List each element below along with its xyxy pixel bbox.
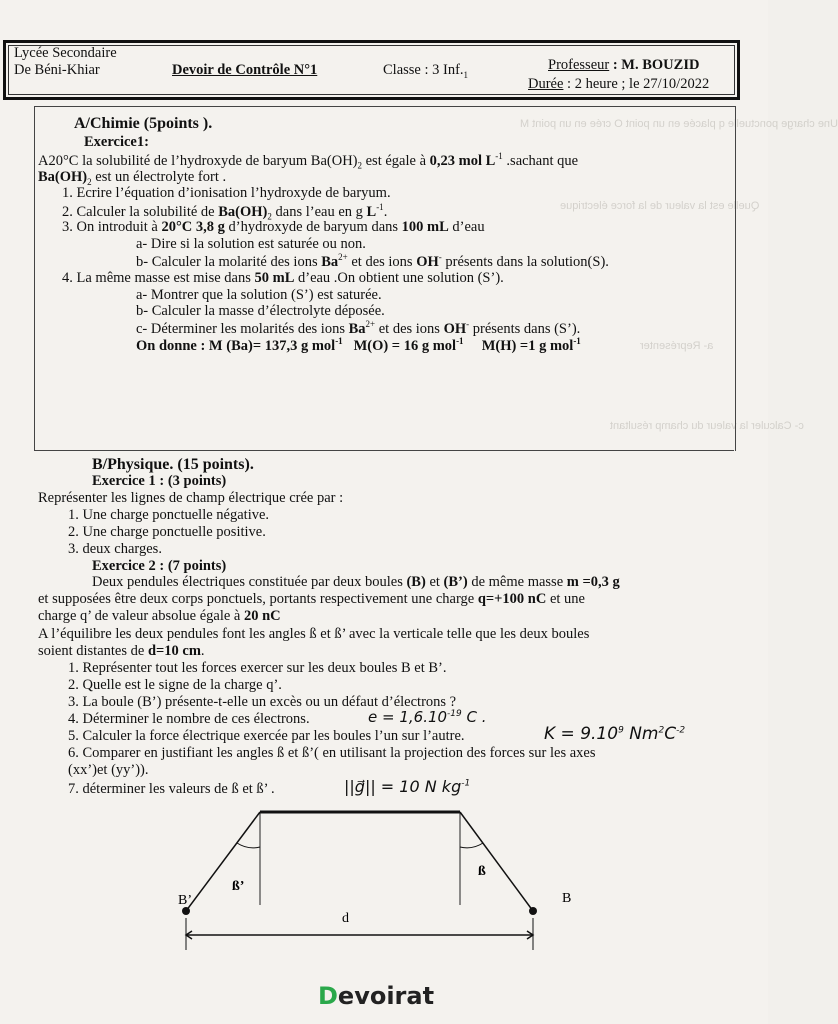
- physique-ex2-para-line4: A l’équilibre les deux pendules font les angles ß et ß’ avec la verticale telle que les deux boules: [38, 626, 590, 642]
- physique-ex2-question: 7. déterminer les valeurs de ß et ß’ .: [68, 781, 275, 797]
- chimie-question-4c: c- Déterminer les molarités des ions $Ba^{2+}$ et des ions OH- présents dans (S’).: [136, 319, 581, 337]
- label-b-prime: B’: [178, 893, 192, 908]
- chimie-intro-line1: A20°C la solubilité de l’hydroxyde de baryum $Ba(OH)_2$ est égale à 0,23 mol $L^{-1}$ .sachant que: [38, 151, 579, 171]
- bleed-through-text: Quelle est la valeur de la force électrique: [560, 200, 760, 212]
- handwritten-coulomb-constant: $K = 9.10^9$ $Nm^2C^{-2}$: [544, 724, 686, 744]
- chimie-title: A/Chimie (5points ).: [74, 115, 213, 132]
- chimie-question-4: 4. La même masse est mise dans 50 mL d’eau .On obtient une solution (S’).: [62, 270, 504, 286]
- physique-exercise-1-title: Exercice 1 : (3 points): [92, 473, 227, 489]
- bleed-through-text: Une charge ponctuelle q placée en un point O crée en un point M: [520, 118, 838, 130]
- exam-header: [3, 40, 740, 100]
- label-b: B: [562, 891, 572, 906]
- handwritten-gravity: ||g⃗|| = 10 N $kg^{-1}$: [344, 777, 471, 796]
- duration-info: Durée : 2 heure ; le 27/10/2022: [528, 76, 710, 92]
- physique-ex1-item: 2. Une charge ponctuelle positive.: [68, 524, 266, 540]
- chimie-question-3b: b- Calculer la molarité des ions $Ba^{2+}$ et des ions OH- présents dans la solution(S).: [136, 252, 609, 270]
- pendulum-diagram: [150, 800, 610, 960]
- physique-ex2-para-line1: Deux pendules électriques constituée par deux boules (B) et (B’) de même masse m =0,3 g: [92, 574, 620, 590]
- chimie-question-4b: b- Calculer la masse d’électrolyte déposée.: [136, 303, 385, 319]
- physique-ex2-question: 4. Déterminer le nombre de ces électrons.: [68, 711, 310, 727]
- chimie-exercise-title: Exercice1:: [84, 134, 149, 150]
- devoirat-logo: Devoirat: [318, 982, 435, 1010]
- bleed-through-text: c- Calculer la valeur du champ résultant: [610, 420, 804, 432]
- physique-ex2-question: 3. La boule (B’) présente-t-elle un excès ou un défaut d’électrons ?: [68, 694, 457, 710]
- chimie-given-data: On donne : M (Ba)= 137,3 g mol$^{-1}$ M(O) = 16 g mol$^{-1}$ M(H) =1 g mol$^{-1}$: [136, 336, 581, 354]
- physique-ex2-para-line3: charge q’ de valeur absolue égale à 20 nC: [38, 608, 281, 624]
- chimie-question-2: 2. Calculer la solubilité de $Ba(OH)_2$ dans l’eau en g $L^{-1}$.: [62, 202, 388, 222]
- physique-ex1-item: 1. Une charge ponctuelle négative.: [68, 507, 270, 523]
- exam-title: Devoir de Contrôle N°1: [172, 62, 318, 78]
- physique-ex2-question: 5. Calculer la force électrique exercée par les boules l’un sur l’autre.: [68, 728, 465, 744]
- chimie-question-4a: a- Montrer que la solution (S’) est saturée.: [136, 287, 382, 303]
- professor-info: Professeur : M. BOUZID: [548, 57, 700, 73]
- physique-ex1-item: 3. deux charges.: [68, 541, 162, 557]
- physique-ex2-question: 1. Représenter tout les forces exercer sur les deux boules B et B’.: [68, 660, 447, 676]
- section-divider: [34, 450, 734, 451]
- chimie-intro-line2: $Ba(OH)_2$ est un électrolyte fort .: [38, 169, 227, 187]
- physique-ex2-question: (xx’)et (yy’)).: [68, 762, 149, 778]
- label-beta-prime: ß’: [232, 879, 245, 894]
- physique-exercise-2-title: Exercice 2 : (7 points): [92, 558, 227, 574]
- physique-ex2-para-line5: soient distantes de d=10 cm.: [38, 643, 205, 659]
- ball-b-prime: [182, 907, 190, 915]
- chimie-question-3a: a- Dire si la solution est saturée ou non.: [136, 236, 366, 252]
- class-info: Classe : 3 $Inf._1$: [383, 62, 469, 80]
- label-d: d: [342, 911, 349, 926]
- thread-left: [186, 812, 260, 911]
- physique-ex2-question: 2. Quelle est le signe de la charge q’.: [68, 677, 282, 693]
- bleed-through-text: a- Représenter: [640, 340, 714, 352]
- physique-exercise-1-intro: Représenter les lignes de champ électrique crée par :: [38, 490, 344, 506]
- angle-arc-right: [460, 843, 483, 848]
- school-name: Lycée Secondaire: [14, 45, 117, 61]
- handwritten-electron-charge: $e = 1,6.10^{-19}$ C .: [368, 708, 487, 726]
- label-beta: ß: [478, 864, 486, 879]
- school-location: De Béni-Khiar: [14, 62, 100, 78]
- thread-right: [460, 812, 533, 911]
- chimie-question-3: 3. On introduit à 20°C 3,8 g d’hydroxyde de baryum dans 100 mL d’eau: [62, 219, 485, 235]
- physique-title: B/Physique. (15 points).: [92, 456, 254, 473]
- physique-ex2-question: 6. Comparer en justifiant les angles ß et ß’( en utilisant la projection des forces sur les axes: [68, 745, 596, 761]
- ball-b: [529, 907, 537, 915]
- chimie-question-1: 1. Ecrire l’équation d’ionisation l’hydroxyde de baryum.: [62, 185, 391, 201]
- physique-ex2-para-line2: et supposées être deux corps ponctuels, portants respectivement une charge q=+100 nC et une: [38, 591, 585, 607]
- angle-arc-left: [237, 843, 260, 848]
